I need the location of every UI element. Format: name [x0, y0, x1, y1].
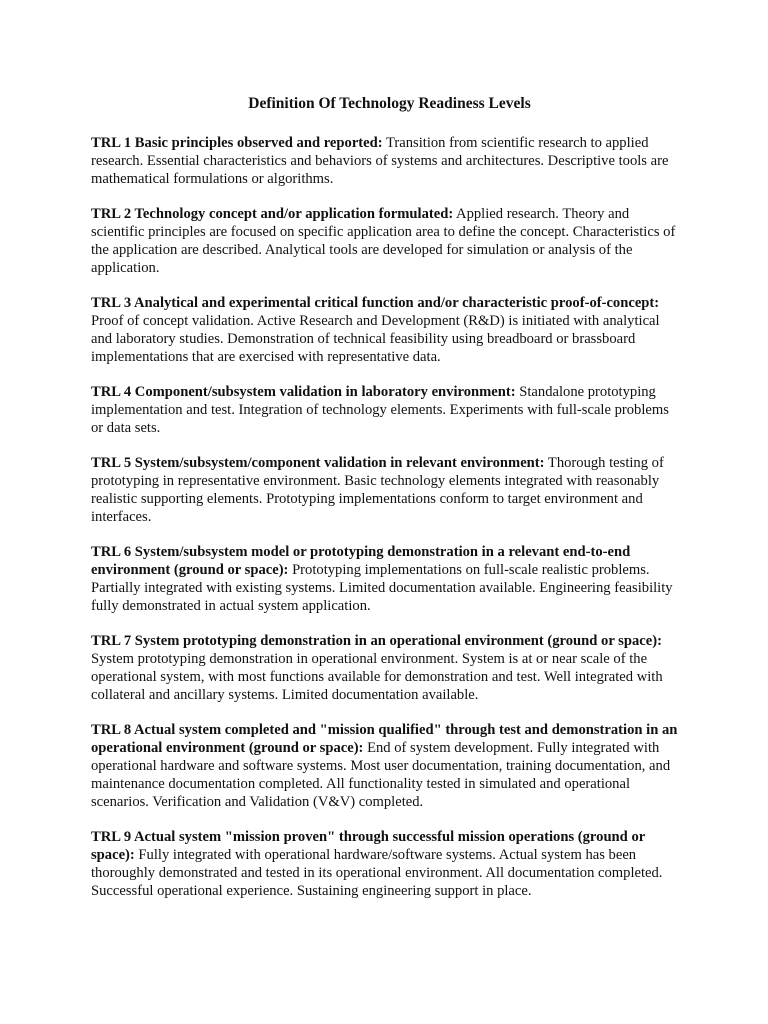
- trl-4-heading: TRL 4 Component/subsystem validation in laboratory environment:: [91, 384, 516, 400]
- trl-8-description: End of system development. Fully integrated with operational hardware and software systems. Most user documentation, training documentation, and maintenance documentation completed. All functionality tested in simulated and operational scenarios. Verification and Validation (V&V) completed.: [91, 740, 671, 810]
- trl-6-heading: TRL 6 System/subsystem model or prototyping demonstration in a relevant end-to-end environment (ground or space):: [91, 544, 631, 578]
- trl-3-description: Proof of concept validation. Active Research and Development (R&D) is initiated with analytical and laboratory studies. Demonstration of technical feasibility using breadboard or brassboard implementations that are exercised with representative data.: [91, 313, 660, 365]
- trl-3-heading: TRL 3 Analytical and experimental critical function and/or characteristic proof-of-concept:: [91, 295, 660, 311]
- trl-1-heading: TRL 1 Basic principles observed and reported:: [91, 135, 383, 151]
- trl-4-entry: [91, 383, 680, 437]
- trl-5-description: Thorough testing of prototyping in representative environment. Basic technology elements integrated with reasonably realistic supporting elements. Prototyping implementations conform to target environment and interfaces.: [91, 455, 664, 525]
- trl-9-heading: TRL 9 Actual system "mission proven" through successful mission operations (ground or space):: [91, 829, 645, 863]
- trl-1-description: Transition from scientific research to applied research. Essential characteristics and behaviors of systems and architectures. Descriptive tools are mathematical formulations or algorithms.: [91, 135, 669, 187]
- trl-4-description: Standalone prototyping implementation and test. Integration of technology elements. Experiments with full-scale problems or data sets.: [91, 384, 669, 436]
- trl-8-heading: TRL 8 Actual system completed and "mission qualified" through test and demonstration in an operational environment (ground or space):: [91, 722, 678, 756]
- trl-6-entry: [91, 543, 680, 615]
- trl-7-heading: TRL 7 System prototyping demonstration in an operational environment (ground or space):: [91, 633, 662, 649]
- trl-5-entry: [91, 454, 680, 526]
- trl-2-description: Applied research. Theory and scientific principles are focused on specific application area to define the concept. Characteristics of the application are described. Analytical tools are developed for simulation or analysis of the application.: [91, 206, 676, 276]
- trl-7-description: System prototyping demonstration in operational environment. System is at or near scale of the operational system, with most functions available for demonstration and test. Well integrated with collateral and ancillary systems. Limited documentation available.: [91, 651, 663, 703]
- trl-2-entry: [91, 205, 680, 277]
- trl-9-entry: [91, 828, 680, 900]
- page-title: Definition Of Technology Readiness Levels: [248, 95, 531, 112]
- trl-9-description: Fully integrated with operational hardware/software systems. Actual system has been thoroughly demonstrated and tested in its operational environment. All documentation completed. Successful operational experience. Sustaining engineering support in place.: [91, 847, 663, 899]
- trl-2-heading: TRL 2 Technology concept and/or application formulated:: [91, 206, 454, 222]
- trl-1-entry: [91, 134, 680, 188]
- trl-3-entry: [91, 294, 680, 366]
- trl-7-entry: [91, 632, 680, 704]
- trl-5-heading: TRL 5 System/subsystem/component validation in relevant environment:: [91, 455, 545, 471]
- trl-8-entry: [91, 721, 680, 811]
- trl-6-description: Prototyping implementations on full-scale realistic problems. Partially integrated with existing systems. Limited documentation available. Engineering feasibility fully demonstrated in actual system application.: [91, 562, 673, 614]
